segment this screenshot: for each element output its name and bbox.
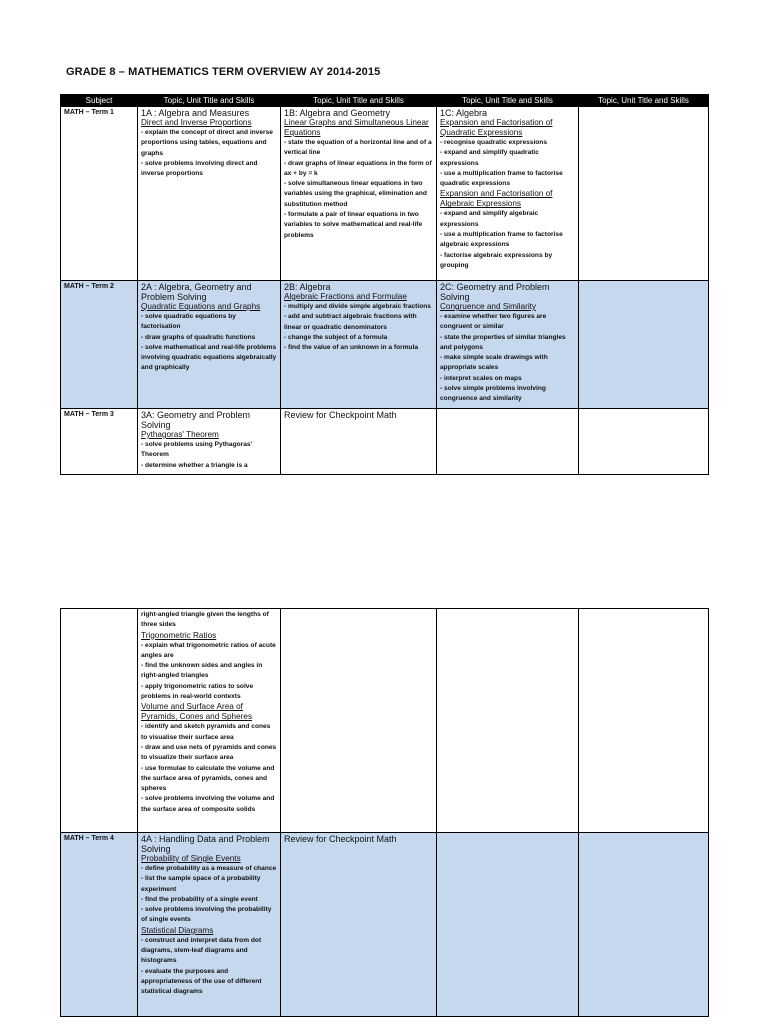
skill-item: - define probability as a measure of chance [141, 865, 277, 872]
unit-title: 1A : Algebra and Measures [141, 108, 250, 118]
topic-cell [138, 609, 281, 833]
skill-item: - find the unknown sides and angles in right-angled triangles [141, 662, 263, 680]
topic-heading: Expansion and Factorisation of Quadratic Expressions [440, 118, 553, 137]
review-note: Review for Checkpoint Math [284, 834, 397, 844]
topic-cell [579, 107, 709, 281]
skill-item: - list the sample space of a probability experiment [141, 875, 261, 893]
topic-heading: Pythagoras' Theorem [141, 430, 219, 439]
topic-heading: Probability of Single Events [141, 854, 241, 863]
skill-item: - state the properties of similar triangles and polygons [440, 333, 566, 351]
skill-item: - expand and simplify quadratic expressions [440, 149, 539, 167]
skill-item: - multiply and divide simple algebraic fractions [284, 303, 431, 310]
topic-heading: Linear Graphs and Simultaneous Linear Equations [284, 118, 429, 137]
skill-item: - solve problems involving the probability of single events [141, 906, 272, 924]
subject-cell [61, 833, 138, 1017]
skill-item: - recognise quadratic expressions [440, 139, 548, 146]
topic-cell [281, 833, 437, 1017]
subject-cell [61, 609, 138, 833]
topic-heading: Trigonometric Ratios [141, 630, 217, 640]
topic-heading: Statistical Diagrams [141, 925, 214, 935]
topic-heading: Expansion and Factorisation of Algebraic Expressions [440, 189, 553, 209]
topic-heading: Direct and Inverse Proportions [141, 118, 252, 127]
term-row [61, 281, 709, 409]
subject-label: MATH – Term 2 [64, 283, 114, 290]
term-row [61, 409, 709, 475]
skill-item: - formulate a pair of linear equations in two variables to solve mathematical and real-life problems [284, 211, 423, 239]
subject-cell [61, 281, 138, 409]
subject-cell [61, 107, 138, 281]
unit-title: 1C: Algebra [440, 108, 488, 118]
skill-item: - determine whether a triangle is a [141, 461, 248, 469]
skill-item: - explain what trigonometric ratios of acute angles are [141, 641, 276, 659]
topic-cell [437, 107, 579, 281]
skill-item: - draw and use nets of pyramids and cones to visualize their surface area [141, 743, 277, 762]
skill-item: - explain the concept of direct and inverse proportions using tables, equations and graphs [141, 129, 273, 157]
skill-item: - solve problems involving the volume and the surface area of composite solids [141, 795, 275, 813]
topic-cell [437, 833, 579, 1017]
header-topic: Topic, Unit Title and Skills [579, 95, 709, 107]
skill-item: - interpret scales on maps [440, 374, 522, 382]
topic-heading: Congruence and Similarity [440, 302, 537, 311]
skill-item: - draw graphs of quadratic functions [141, 333, 256, 341]
topic-cell [281, 409, 437, 475]
skill-item: - find the probability of a single event [141, 895, 258, 903]
term-row [61, 609, 709, 833]
skill-item: - change the subject of a formula [284, 333, 388, 341]
term-overview-table-part-1 [60, 94, 709, 475]
review-note: Review for Checkpoint Math [284, 410, 397, 420]
skill-item: - solve problems using Pythagoras' Theorem [141, 441, 253, 459]
unit-title: 3A: Geometry and Problem Solving [141, 410, 251, 430]
term-row [61, 833, 709, 1017]
skill-item: - make simple scale drawings with appropriate scales [440, 354, 548, 372]
subject-label: MATH – Term 3 [64, 411, 114, 418]
skill-item: - evaluate the purposes and appropriateness of the use of different statistical diagrams [141, 967, 262, 996]
topic-cell [437, 409, 579, 475]
topic-cell [579, 409, 709, 475]
subject-label: MATH – Term 4 [64, 835, 114, 842]
skill-item: - identify and sketch pyramids and cones to visualise their surface area [141, 723, 271, 741]
header-subject: Subject [61, 95, 138, 107]
unit-title: 2C: Geometry and Problem Solving [440, 282, 550, 302]
term-overview-table-part-2 [60, 608, 709, 1017]
skill-item: - examine whether two figures are congruent or similar [440, 313, 547, 331]
header-row [61, 95, 709, 107]
skill-item: right-angled triangle given the lengths of three sides [141, 611, 269, 629]
skill-item: - factorise algebraic expressions by grouping [440, 251, 553, 269]
skill-item: - use formulae to calculate the volume and the surface area of pyramids, cones and spheres [141, 764, 275, 793]
topic-cell [281, 281, 437, 409]
topic-heading: Algebraic Fractions and Formulae [284, 292, 407, 301]
topic-heading: Volume and Surface Area of Pyramids, Cones and Spheres [141, 702, 253, 722]
unit-title: 2B: Algebra [284, 282, 331, 292]
unit-title: 1B: Algebra and Geometry [284, 108, 391, 118]
topic-cell [579, 609, 709, 833]
skill-item: - draw graphs of linear equations in the form of ax + by = k [284, 159, 432, 177]
skill-item: - construct and interpret data from dot diagrams, stem-leaf diagrams and histograms [141, 936, 262, 965]
topic-cell [437, 281, 579, 409]
subject-cell [61, 409, 138, 475]
topic-cell [281, 609, 437, 833]
header-topic: Topic, Unit Title and Skills [281, 95, 437, 107]
skill-item: - apply trigonometric ratios to solve problems in real-world contexts [141, 682, 254, 701]
topic-cell [579, 833, 709, 1017]
topic-cell [579, 281, 709, 409]
skill-item: - use a multiplication frame to factorise algebraic expressions [440, 231, 563, 249]
skill-item: - solve quadratic equations by factorisation [141, 313, 236, 331]
skill-item: - solve problems involving direct and inverse proportions [141, 159, 258, 178]
unit-title: 4A : Handling Data and Problem Solving [141, 834, 270, 854]
skill-item: - state the equation of a horizontal line and of a vertical line [284, 139, 432, 157]
topic-cell [138, 409, 281, 475]
term-row [61, 107, 709, 281]
unit-title: 2A : Algebra, Geometry and Problem Solving [141, 282, 252, 302]
topic-cell [138, 281, 281, 409]
topic-heading: Quadratic Equations and Graphs [141, 302, 261, 311]
skill-item: - use a multiplication frame to factorise quadratic expressions [440, 169, 563, 188]
skill-item: - solve simultaneous linear equations in two variables using the graphical, elimination and substitution method [284, 180, 427, 208]
skill-item: - expand and simplify algebraic expressions [440, 210, 539, 228]
skill-item: - add and subtract algebraic fractions with linear or quadratic denominators [284, 313, 417, 331]
topic-cell [437, 609, 579, 833]
skill-item: - solve mathematical and real-life problems involving quadratic equations algebraically and graphically [141, 343, 277, 372]
skill-item: - find the value of an unknown in a formula [284, 344, 419, 352]
header-topic: Topic, Unit Title and Skills [437, 95, 579, 107]
document-title: GRADE 8 – MATHEMATICS TERM OVERVIEW AY 2014-2015 [66, 66, 381, 78]
topic-cell [138, 107, 281, 281]
topic-cell [281, 107, 437, 281]
topic-cell [138, 833, 281, 1017]
skill-item: - solve simple problems involving congruence and similarity [440, 385, 546, 403]
header-topic: Topic, Unit Title and Skills [138, 95, 281, 107]
subject-label: MATH – Term 1 [64, 109, 114, 116]
